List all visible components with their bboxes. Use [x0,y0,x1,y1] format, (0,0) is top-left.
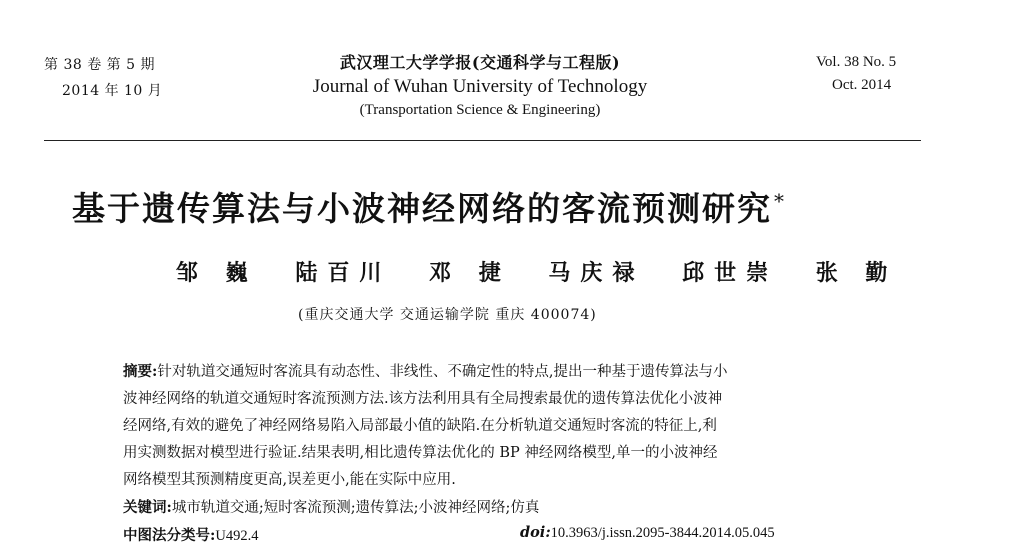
article-title-text: 基于遗传算法与小波神经网络的客流预测研究 [72,189,772,228]
keywords [123,496,539,517]
date-en: Oct. 2014 [832,77,892,93]
abstract-line-2: 波神经网络的轨道交通短时客流预测方法.该方法利用具有全局搜索最优的遗传算法优化小波神 [123,391,723,407]
author: 陆百川 [295,260,392,286]
clc-value: U492.4 [215,528,259,544]
author: 张 勤 [815,260,898,286]
author: 马庆禄 [548,260,645,286]
author: 邱世崇 [682,260,779,286]
keywords-label: 关键词: [123,499,172,516]
journal-masthead [260,50,700,119]
affiliation: (重庆交通大学 交通运输学院 重庆 400074) [298,307,597,323]
abstract-label: 摘要: [123,363,158,380]
article-title [72,183,786,230]
issue-info-left [44,54,162,100]
author: 邹 巍 [176,260,258,286]
volume-issue-cn: 第 38 卷 第 5 期 [44,57,155,73]
doi-label: doi: [520,524,551,541]
author-list [176,256,927,287]
date-cn: 2014 年 10 月 [62,83,163,99]
journal-title-en: Journal of Wuhan University of Technology [312,76,648,97]
doi-value: 10.3963/j.issn.2095-3844.2014.05.045 [550,525,775,541]
abstract [123,358,853,494]
abstract-line-5: 网络模型其预测精度更高,误差更小,能在实际中应用. [123,472,456,488]
header-rule [44,140,921,141]
title-footnote-mark: * [774,189,786,213]
doi [520,524,775,542]
abstract-line-4: 用实测数据对模型进行验证.结果表明,相比遗传算法优化的 BP 神经网络模型,单一的小波神经 [123,445,718,461]
journal-subtitle-en: (Transportation Science & Engineering) [359,102,601,118]
keywords-value: 城市轨道交通;短时客流预测;遗传算法;小波神经网络;仿真 [171,500,540,516]
clc-label: 中图法分类号: [123,527,216,544]
issue-info-right [816,54,896,94]
author: 邓 捷 [429,260,511,286]
volume-issue-en: Vol. 38 No. 5 [816,54,897,70]
classification-number [123,524,258,545]
abstract-line-1 [123,358,853,386]
abstract-text: 针对轨道交通短时客流具有动态性、非线性、不确定性的特点,提出一种基于遗传算法与小 [157,364,728,380]
abstract-line-3: 经网络,有效的避免了神经网络易陷入局部最小值的缺陷.在分析轨道交通短时客流的特征上,利 [123,418,717,434]
journal-title-cn: 武汉理工大学学报(交通科学与工程版) [339,53,621,72]
